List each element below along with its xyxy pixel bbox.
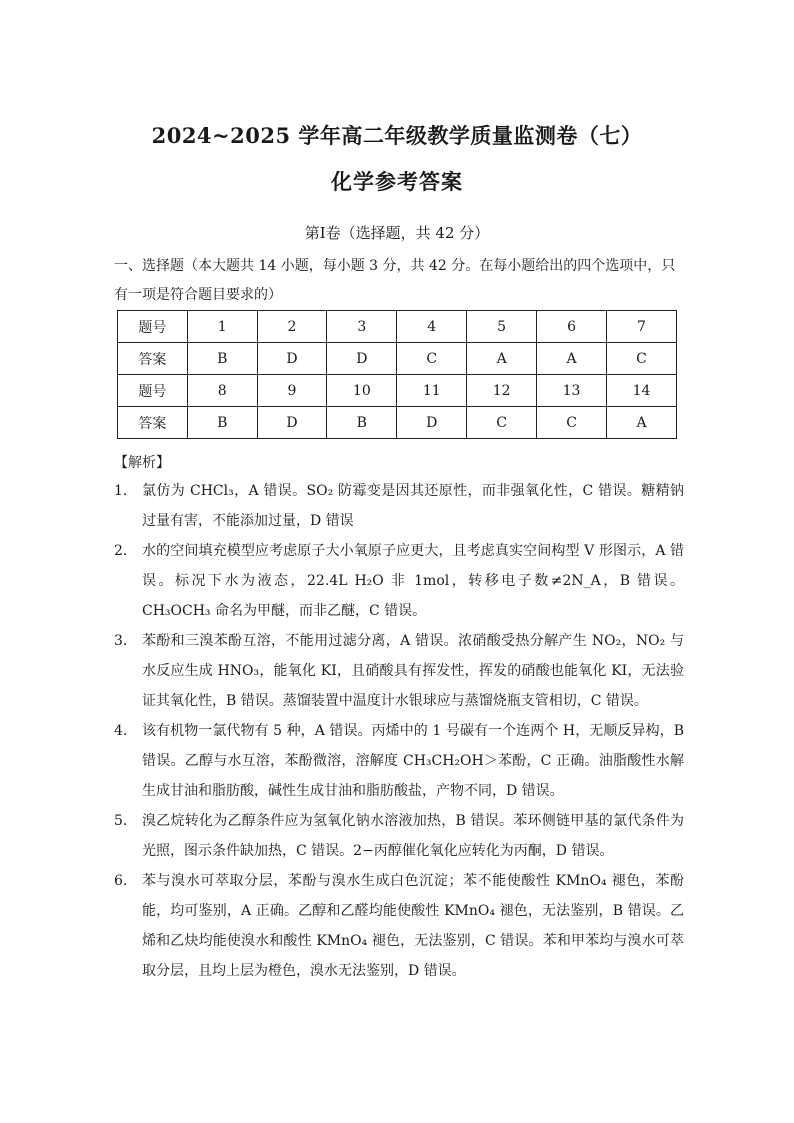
question-number: 11 <box>397 375 467 407</box>
list-item <box>114 866 684 986</box>
answer-cell: A <box>607 407 677 439</box>
item-text: 氯仿为 CHCl₃，A 错误。SO₂ 防霉变是因其还原性，而非强氧化性，C 错误。糖精钠过量有害，不能添加过量，D 错误 <box>142 483 684 529</box>
item-number: 1． <box>114 483 137 499</box>
answer-cell: B <box>327 407 397 439</box>
list-item <box>114 626 684 716</box>
item-number: 3． <box>114 633 137 649</box>
answer-cell: D <box>397 407 467 439</box>
row-label: 题号 <box>118 375 188 407</box>
answer-cell: C <box>607 343 677 375</box>
question-number: 3 <box>327 311 397 343</box>
analysis-heading: 【解析】 <box>114 455 170 471</box>
answer-cell: C <box>467 407 537 439</box>
answer-cell: C <box>397 343 467 375</box>
question-number: 8 <box>187 375 257 407</box>
item-number: 6． <box>114 873 137 889</box>
question-number: 13 <box>537 375 607 407</box>
list-item <box>114 806 684 866</box>
section-title: 第Ⅰ卷（选择题，共 42 分） <box>304 224 490 242</box>
page-title: 2024~2025 学年高二年级教学质量监测卷（七） <box>151 123 643 148</box>
question-intro: 一、选择题（本大题共 14 小题，每小题 3 分，共 42 分。在每小题给出的四个选项中，只有一项是符合题目要求的） <box>114 258 676 303</box>
question-number: 2 <box>257 311 327 343</box>
row-label: 答案 <box>118 343 188 375</box>
item-number: 4． <box>114 723 137 739</box>
item-text: 溴乙烷转化为乙醇条件应为氢氧化钠水溶液加热，B 错误。苯环侧链甲基的氯代条件为光照，图示条件缺加热，C 错误。2−丙醇催化氧化应转化为丙酮，D 错误。 <box>142 813 684 859</box>
answer-cell: B <box>187 343 257 375</box>
question-number: 9 <box>257 375 327 407</box>
question-number: 10 <box>327 375 397 407</box>
table-row <box>118 375 677 407</box>
item-text: 水的空间填充模型应考虑原子大小氧原子应更大，且考虑真实空间构型 V 形图示，A 错误。标况下水为液态，22.4L H₂O 非 1mol，转移电子数≠2N_A，B 错误。CH₃OCH₃ 命名为甲醚，而非乙醚，C 错误。 <box>142 543 684 619</box>
question-number: 12 <box>467 375 537 407</box>
table-row <box>118 311 677 343</box>
answer-cell: C <box>537 407 607 439</box>
list-item <box>114 536 684 626</box>
row-label: 答案 <box>118 407 188 439</box>
page-subtitle: 化学参考答案 <box>331 169 463 194</box>
answer-cell: A <box>467 343 537 375</box>
question-number: 4 <box>397 311 467 343</box>
question-number: 7 <box>607 311 677 343</box>
item-text: 苯与溴水可萃取分层，苯酚与溴水生成白色沉淀；苯不能使酸性 KMnO₄ 褪色，苯酚能，均可鉴别，A 正确。乙醇和乙醛均能使酸性 KMnO₄ 褪色，无法鉴别，B 错误。乙烯和乙炔均能使溴水和酸性 KMnO₄ 褪色，无法鉴别，C 错误。苯和甲苯均与溴水可萃取分层，且均上层为橙色，溴水无法鉴别，D 错误。 <box>142 873 684 979</box>
item-number: 5． <box>114 813 137 829</box>
item-text: 苯酚和三溴苯酚互溶，不能用过滤分离，A 错误。浓硝酸受热分解产生 NO₂，NO₂ 与水反应生成 HNO₃，能氧化 KI，且硝酸具有挥发性，挥发的硝酸也能氧化 KI，无法验证其氧化性，B 错误。蒸馏装置中温度计水银球应与蒸馏烧瓶支管相切，C 错误。 <box>142 633 684 709</box>
question-number: 1 <box>187 311 257 343</box>
question-number: 14 <box>607 375 677 407</box>
question-number: 5 <box>467 311 537 343</box>
answer-cell: B <box>187 407 257 439</box>
table-row <box>118 407 677 439</box>
question-number: 6 <box>537 311 607 343</box>
answer-cell: D <box>257 407 327 439</box>
list-item <box>114 476 684 536</box>
answer-cell: D <box>257 343 327 375</box>
analysis-list <box>114 476 684 986</box>
table-row <box>118 343 677 375</box>
item-text: 该有机物一氯代物有 5 种，A 错误。丙烯中的 1 号碳有一个连两个 H，无顺反异构，B 错误。乙醇与水互溶，苯酚微溶，溶解度 CH₃CH₂OH＞苯酚，C 正确。油脂酸性水解生成甘油和脂肪酸，碱性生成甘油和脂肪酸盐，产物不同，D 错误。 <box>142 723 684 799</box>
row-label: 题号 <box>118 311 188 343</box>
answer-cell: D <box>327 343 397 375</box>
item-number: 2． <box>114 543 137 559</box>
answer-table <box>117 310 677 439</box>
answer-cell: A <box>537 343 607 375</box>
list-item <box>114 716 684 806</box>
